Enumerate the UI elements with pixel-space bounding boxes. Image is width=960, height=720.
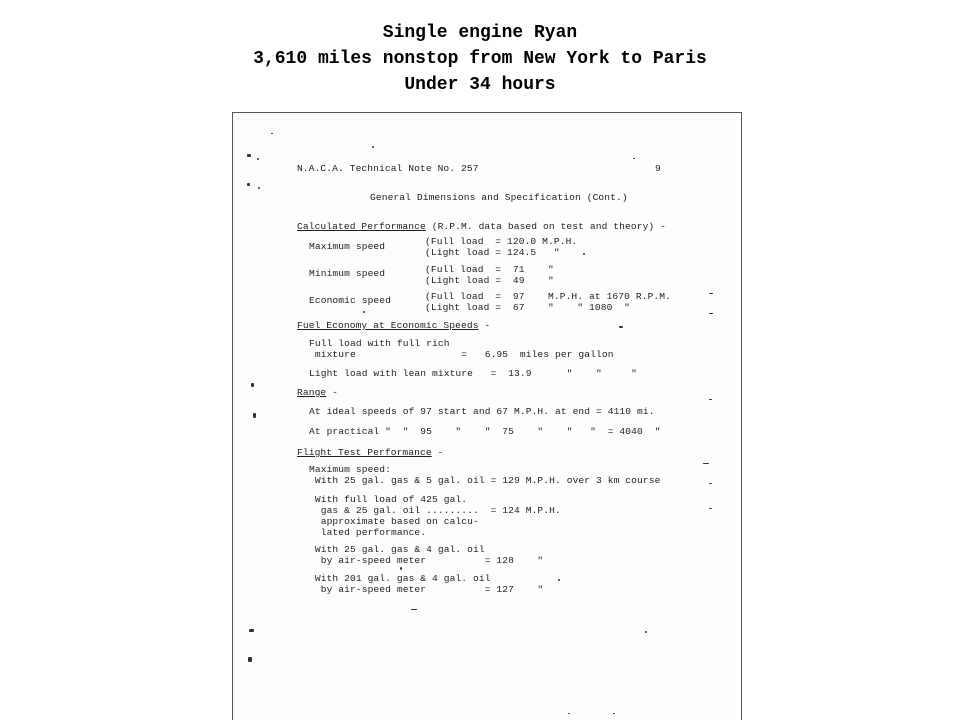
scan-speck <box>249 629 254 632</box>
fuel-line-1: Full load with full rich <box>309 338 450 349</box>
page-number: 9 <box>655 163 661 174</box>
section-dash: - <box>478 320 491 331</box>
section-title: Fuel Economy at Economic Speeds <box>297 320 479 331</box>
scan-speck <box>247 154 251 157</box>
fuel-line-3: Light load with lean mixture = 13.9 " " " <box>309 368 638 379</box>
title-line-2: 3,610 miles nonstop from New York to Paris <box>253 49 707 69</box>
scan-speck <box>247 183 250 186</box>
scan-speck <box>372 146 374 148</box>
document-header: N.A.C.A. Technical Note No. 257 <box>297 163 479 174</box>
title-line-3: Under 34 hours <box>404 75 556 95</box>
scan-speck <box>709 399 712 400</box>
flight-line-3: With full load of 425 gal. <box>309 494 468 505</box>
scan-speck <box>271 133 273 134</box>
perf-eco-line1: (Full load = 97 M.P.H. at 1670 R.P.M. <box>425 291 672 302</box>
flight-line-5: approximate based on calcu- <box>309 516 479 527</box>
section-note: (R.P.M. data based on test and theory) - <box>425 221 667 232</box>
scan-speck <box>703 463 709 464</box>
flight-line-7: With 25 gal. gas & 4 gal. oil <box>309 544 485 555</box>
scan-speck <box>645 631 647 633</box>
flight-line-4: gas & 25 gal. oil ......... = 124 M.P.H. <box>309 505 561 516</box>
slide-title <box>0 20 960 98</box>
scan-speck <box>633 158 635 159</box>
flight-line-10: by air-speed meter = 127 " <box>309 584 544 595</box>
scan-speck <box>709 508 712 509</box>
scan-speck <box>251 383 254 387</box>
perf-max-line1: (Full load = 120.0 M.P.H. <box>425 236 578 247</box>
section-range <box>297 387 338 398</box>
scan-speck <box>411 609 417 610</box>
scan-speck <box>558 579 560 581</box>
section-dash: - <box>326 387 339 398</box>
scan-speck <box>619 326 623 328</box>
scan-speck <box>363 311 365 313</box>
scan-speck <box>568 713 570 714</box>
section-flight-test <box>297 447 443 458</box>
perf-label-maximum: Maximum speed <box>309 241 386 252</box>
scan-speck <box>257 158 259 160</box>
range-line-2: At practical " " 95 " " 75 " " " = 4040 " <box>309 426 661 437</box>
scanned-document <box>232 112 742 720</box>
fuel-line-2: mixture = 6.95 miles per gallon <box>309 349 614 360</box>
range-line-1: At ideal speeds of 97 start and 67 M.P.H. at end = 4110 mi. <box>309 406 655 417</box>
section-title: Calculated Performance <box>297 221 426 232</box>
flight-line-2: With 25 gal. gas & 5 gal. oil = 129 M.P.H. over 3 km course <box>309 475 661 486</box>
perf-max-line2: (Light load = 124.5 " <box>425 247 560 258</box>
scan-speck <box>253 413 256 418</box>
section-calculated-performance <box>297 221 666 232</box>
section-title: Range <box>297 387 327 398</box>
scan-speck <box>709 483 712 484</box>
scan-speck <box>583 253 585 255</box>
title-line-1: Single engine Ryan <box>382 23 578 43</box>
section-fuel-economy <box>297 320 490 331</box>
perf-label-economic: Economic speed <box>309 295 392 306</box>
perf-eco-line2: (Light load = 67 " " 1080 " <box>425 302 631 313</box>
flight-line-8: by air-speed meter = 128 " <box>309 555 544 566</box>
scan-speck <box>248 657 252 662</box>
scan-speck <box>709 293 713 294</box>
perf-min-line1: (Full load = 71 " <box>425 264 554 275</box>
scan-speck <box>400 567 402 570</box>
section-dash: - <box>431 447 444 458</box>
perf-label-minimum: Minimum speed <box>309 268 386 279</box>
perf-min-line2: (Light load = 49 " <box>425 275 554 286</box>
scan-speck <box>709 313 713 314</box>
section-title: Flight Test Performance <box>297 447 432 458</box>
document-heading: General Dimensions and Specification (Cont.) <box>370 192 628 203</box>
scan-speck <box>613 713 615 714</box>
flight-line-1: Maximum speed: <box>309 464 392 475</box>
flight-line-9: With 201 gal. gas & 4 gal. oil <box>309 573 491 584</box>
scan-speck <box>258 187 260 189</box>
flight-line-6: lated performance. <box>309 527 427 538</box>
